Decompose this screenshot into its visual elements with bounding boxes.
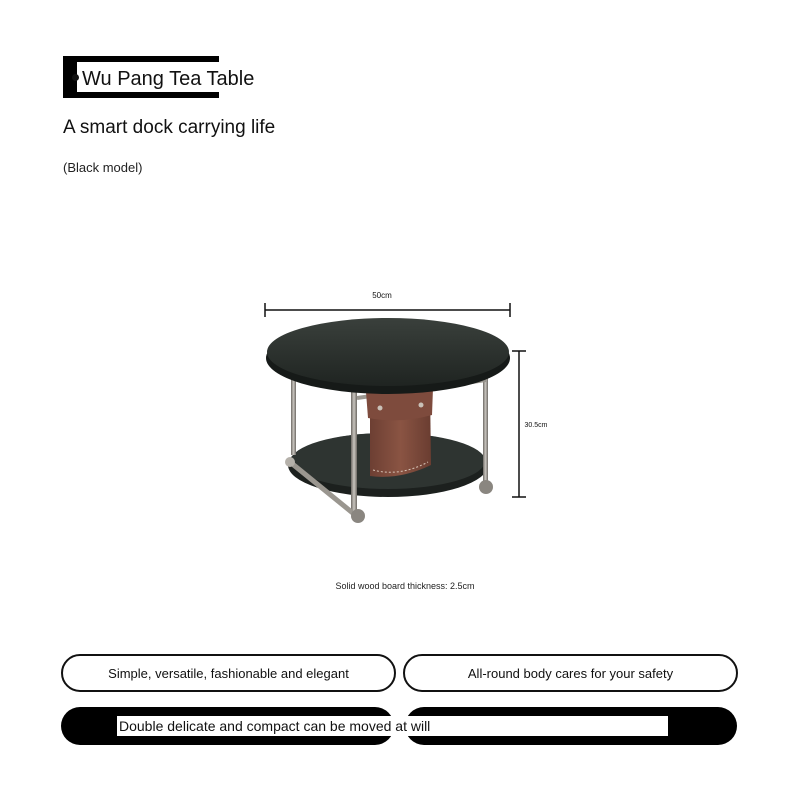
width-label: 50cm xyxy=(372,291,392,300)
height-label: 30.5cm xyxy=(524,422,548,429)
leather-pocket xyxy=(366,388,433,477)
feature-pill-style xyxy=(61,654,396,692)
page-subtitle: A smart dock carrying life xyxy=(63,117,276,138)
model-note: (Black model) xyxy=(63,160,143,175)
feature-label: All-round body cares for your safety xyxy=(467,665,674,681)
feature-label: Simple, versatile, fashionable and elegant xyxy=(108,665,349,681)
feature-text-strip: Double delicate and compact can be moved at will xyxy=(117,716,668,736)
page-title: Wu Pang Tea Table xyxy=(82,68,255,90)
thickness-note: Solid wood board thickness: 2.5cm xyxy=(335,581,475,591)
bullet-dot-icon xyxy=(72,74,79,81)
feature-pill-safety xyxy=(403,654,738,692)
tea-table-product-image xyxy=(250,280,560,530)
width-dimension-line xyxy=(265,303,510,317)
